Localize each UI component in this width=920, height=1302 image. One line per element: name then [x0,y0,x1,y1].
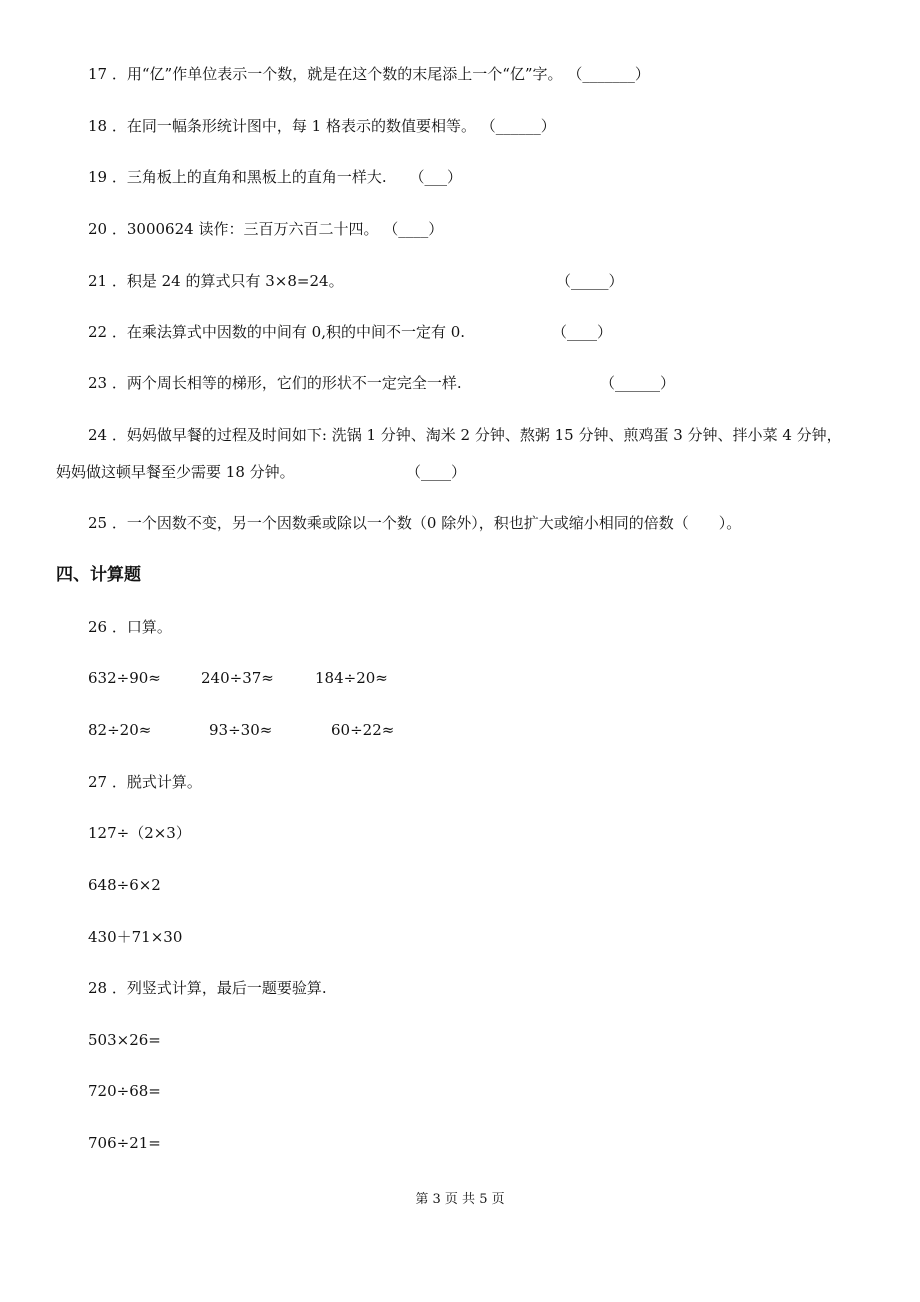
page-footer: 第 3 页 共 5 页 [415,1192,505,1207]
question-text: ．脱式计算。 [111,773,202,791]
question-22-blank[interactable] [552,321,612,343]
question-17 [88,63,650,85]
question-number: 22 [88,323,108,341]
mental-math-1: 632÷90≈ [88,669,161,687]
question-21 [88,270,344,292]
question-number: 28 [88,979,108,997]
question-text: ．三角板上的直角和黑板上的直角一样大. [111,168,387,186]
question-text: ．在乘法算式中因数的中间有 0,积的中间不一定有 0. [111,323,466,341]
mental-math-4: 82÷20≈ [88,721,152,739]
answer-blank[interactable]: （____） [383,220,444,238]
answer-blank[interactable]: （____） [552,323,613,341]
question-26 [88,616,172,638]
section-heading: 四、计算题 [56,565,141,585]
vertical-calc-2: 720÷68= [88,1082,161,1100]
question-number: 26 [88,618,108,636]
mental-math-6: 60÷22≈ [331,721,395,739]
answer-blank[interactable]: （_____） [556,272,624,290]
question-number: 21 [88,272,108,290]
question-text: ．一个因数不变，另一个因数乘或除以一个数（0 除外），积也扩大或缩小相同的倍数（ ）。 [111,514,742,532]
mental-math-3: 184÷20≈ [315,669,388,687]
answer-blank[interactable]: （_______） [567,65,650,83]
question-22 [88,321,465,343]
mental-math-5: 93÷30≈ [209,721,273,739]
answer-blank[interactable]: （____） [406,463,467,481]
question-number: 23 [88,374,108,392]
question-number: 18 [88,117,108,135]
question-number: 19 [88,168,108,186]
vertical-calc-1: 503×26= [88,1031,161,1049]
question-text: ．3000624 读作：三百万六百二十四。 [111,220,379,238]
expression-1: 127÷（2×3） [88,824,191,842]
question-number: 27 [88,773,108,791]
question-24 [88,424,842,446]
vertical-calc-3: 706÷21= [88,1134,161,1152]
question-28 [88,977,327,999]
question-number: 24 [88,426,108,444]
expression-3: 430＋71×30 [88,928,183,946]
question-24-blank[interactable] [406,461,466,483]
question-19 [88,166,462,188]
question-18 [88,115,556,137]
expression-2: 648÷6×2 [88,876,161,894]
answer-blank[interactable]: （______） [600,374,676,392]
question-text: ．在同一幅条形统计图中，每 1 格表示的数值要相等。 [111,117,476,135]
answer-blank[interactable]: （______） [480,117,556,135]
question-text-continued: 妈妈做这顿早餐至少需要 18 分钟。 [56,463,295,481]
question-text: ．口算。 [111,618,172,636]
answer-blank[interactable]: （___） [409,168,462,186]
question-25 [88,512,741,534]
question-number: 25 [88,514,108,532]
question-text: ．妈妈做早餐的过程及时间如下: 洗锅 1 分钟、淘米 2 分钟、熬粥 15 分钟、煎鸡蛋 3 分钟、拌小菜 4 分钟， [111,426,842,444]
question-27 [88,771,202,793]
question-23 [88,372,462,394]
question-23-blank[interactable] [600,372,675,394]
question-20 [88,218,443,240]
question-number: 20 [88,220,108,238]
question-21-blank[interactable] [556,270,624,292]
question-text: ．两个周长相等的梯形，它们的形状不一定完全一样. [111,374,462,392]
question-number: 17 [88,65,108,83]
question-text: ．积是 24 的算式只有 3×8=24。 [111,272,344,290]
question-text: ．用“亿”作单位表示一个数，就是在这个数的末尾添上一个“亿”字。 [111,65,563,83]
question-24-continued [56,461,295,483]
question-text: ．列竖式计算，最后一题要验算. [111,979,327,997]
mental-math-2: 240÷37≈ [201,669,274,687]
